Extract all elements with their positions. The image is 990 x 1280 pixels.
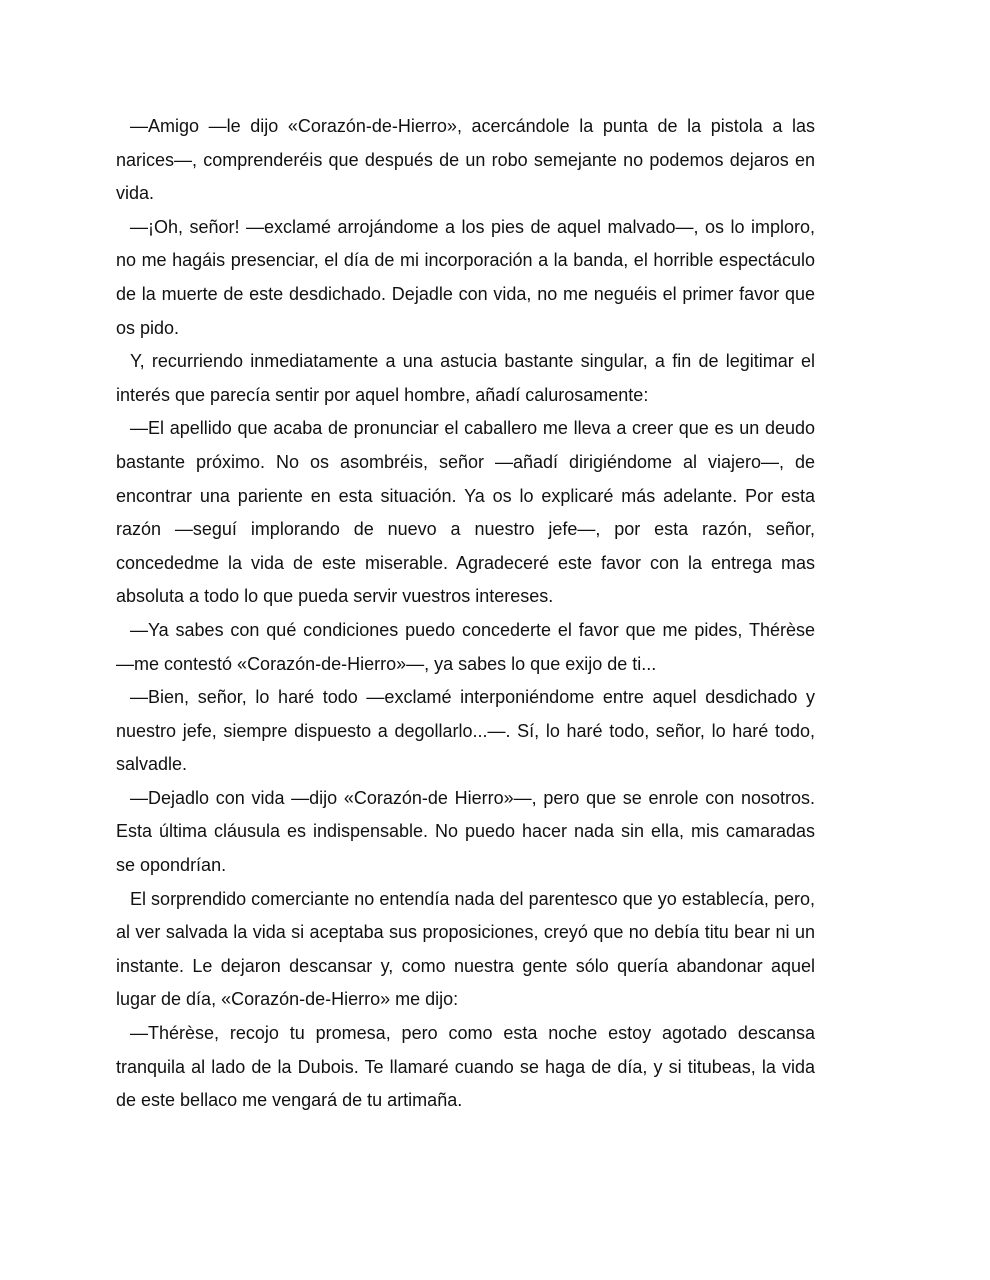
document-page xyxy=(116,110,815,1118)
paragraph: —Ya sabes con qué condiciones puedo concederte el favor que me pides, Thérèse —me contestó «Corazón-de-Hierro»—, ya sabes lo que exijo de ti... xyxy=(116,619,815,674)
paragraph: —Amigo —le dijo «Corazón-de-Hierro», acercándole la punta de la pistola a las narices—, comprenderéis que después de un robo semejante no podemos dejaros en vida. xyxy=(116,116,815,204)
paragraph: —Dejadlo con vida —dijo «Corazón-de Hierro»—, pero que se enrole con nosotros. Esta última cláusula es indispensable. No puedo hacer nada sin ella, mis camaradas se opondrían. xyxy=(116,787,815,876)
paragraph: Y, recurriendo inmediatamente a una astucia bastante singular, a fin de legitimar el interés que parecía sentir por aquel hombre, añadí calurosamente: xyxy=(116,351,815,405)
paragraph: El sorprendido comerciante no entendía nada del parentesco que yo establecía, pero, al ver salvada la vida si aceptaba sus proposiciones, creyó que no debía titu bear ni un instante. Le dejaron descansar y, como nuestra gente sólo quería abandonar aquel lugar de día, «Corazón-de-Hierro» me dijo: xyxy=(116,888,815,1010)
paragraph: —Thérèse, recojo tu promesa, pero como esta noche estoy agotado descansa tranquila al lado de la Dubois. Te llamaré cuando se haga de día, y si titubeas, la vida de este bellaco me vengará de tu artimaña. xyxy=(116,1023,815,1111)
paragraph: —Bien, señor, lo haré todo —exclamé interponiéndome entre aquel desdichado y nuestro jefe, siempre dispuesto a degollarlo...—. Sí, lo haré todo, señor, lo haré todo, salvadle. xyxy=(116,687,815,775)
paragraph: —El apellido que acaba de pronunciar el caballero me lleva a creer que es un deudo bastante próximo. No os asombréis, señor —añadí dirigiéndome al viajero—, de encontrar una pariente en esta situación. Ya os lo explicaré más adelante. Por esta razón —seguí implorando de nuevo a nuestro jefe—, por esta razón, señor, concededme la vida de este miserable. Agradeceré este favor con la entrega mas absoluta a todo lo que pueda servir vuestros intereses. xyxy=(116,418,815,607)
paragraph: —¡Oh, señor! —exclamé arrojándome a los pies de aquel malvado—, os lo imploro, no me hagáis presenciar, el día de mi incorporación a la banda, el horrible espectáculo de la muerte de este desdichado. Dejadle con vida, no me neguéis el primer favor que os pido. xyxy=(116,216,815,338)
